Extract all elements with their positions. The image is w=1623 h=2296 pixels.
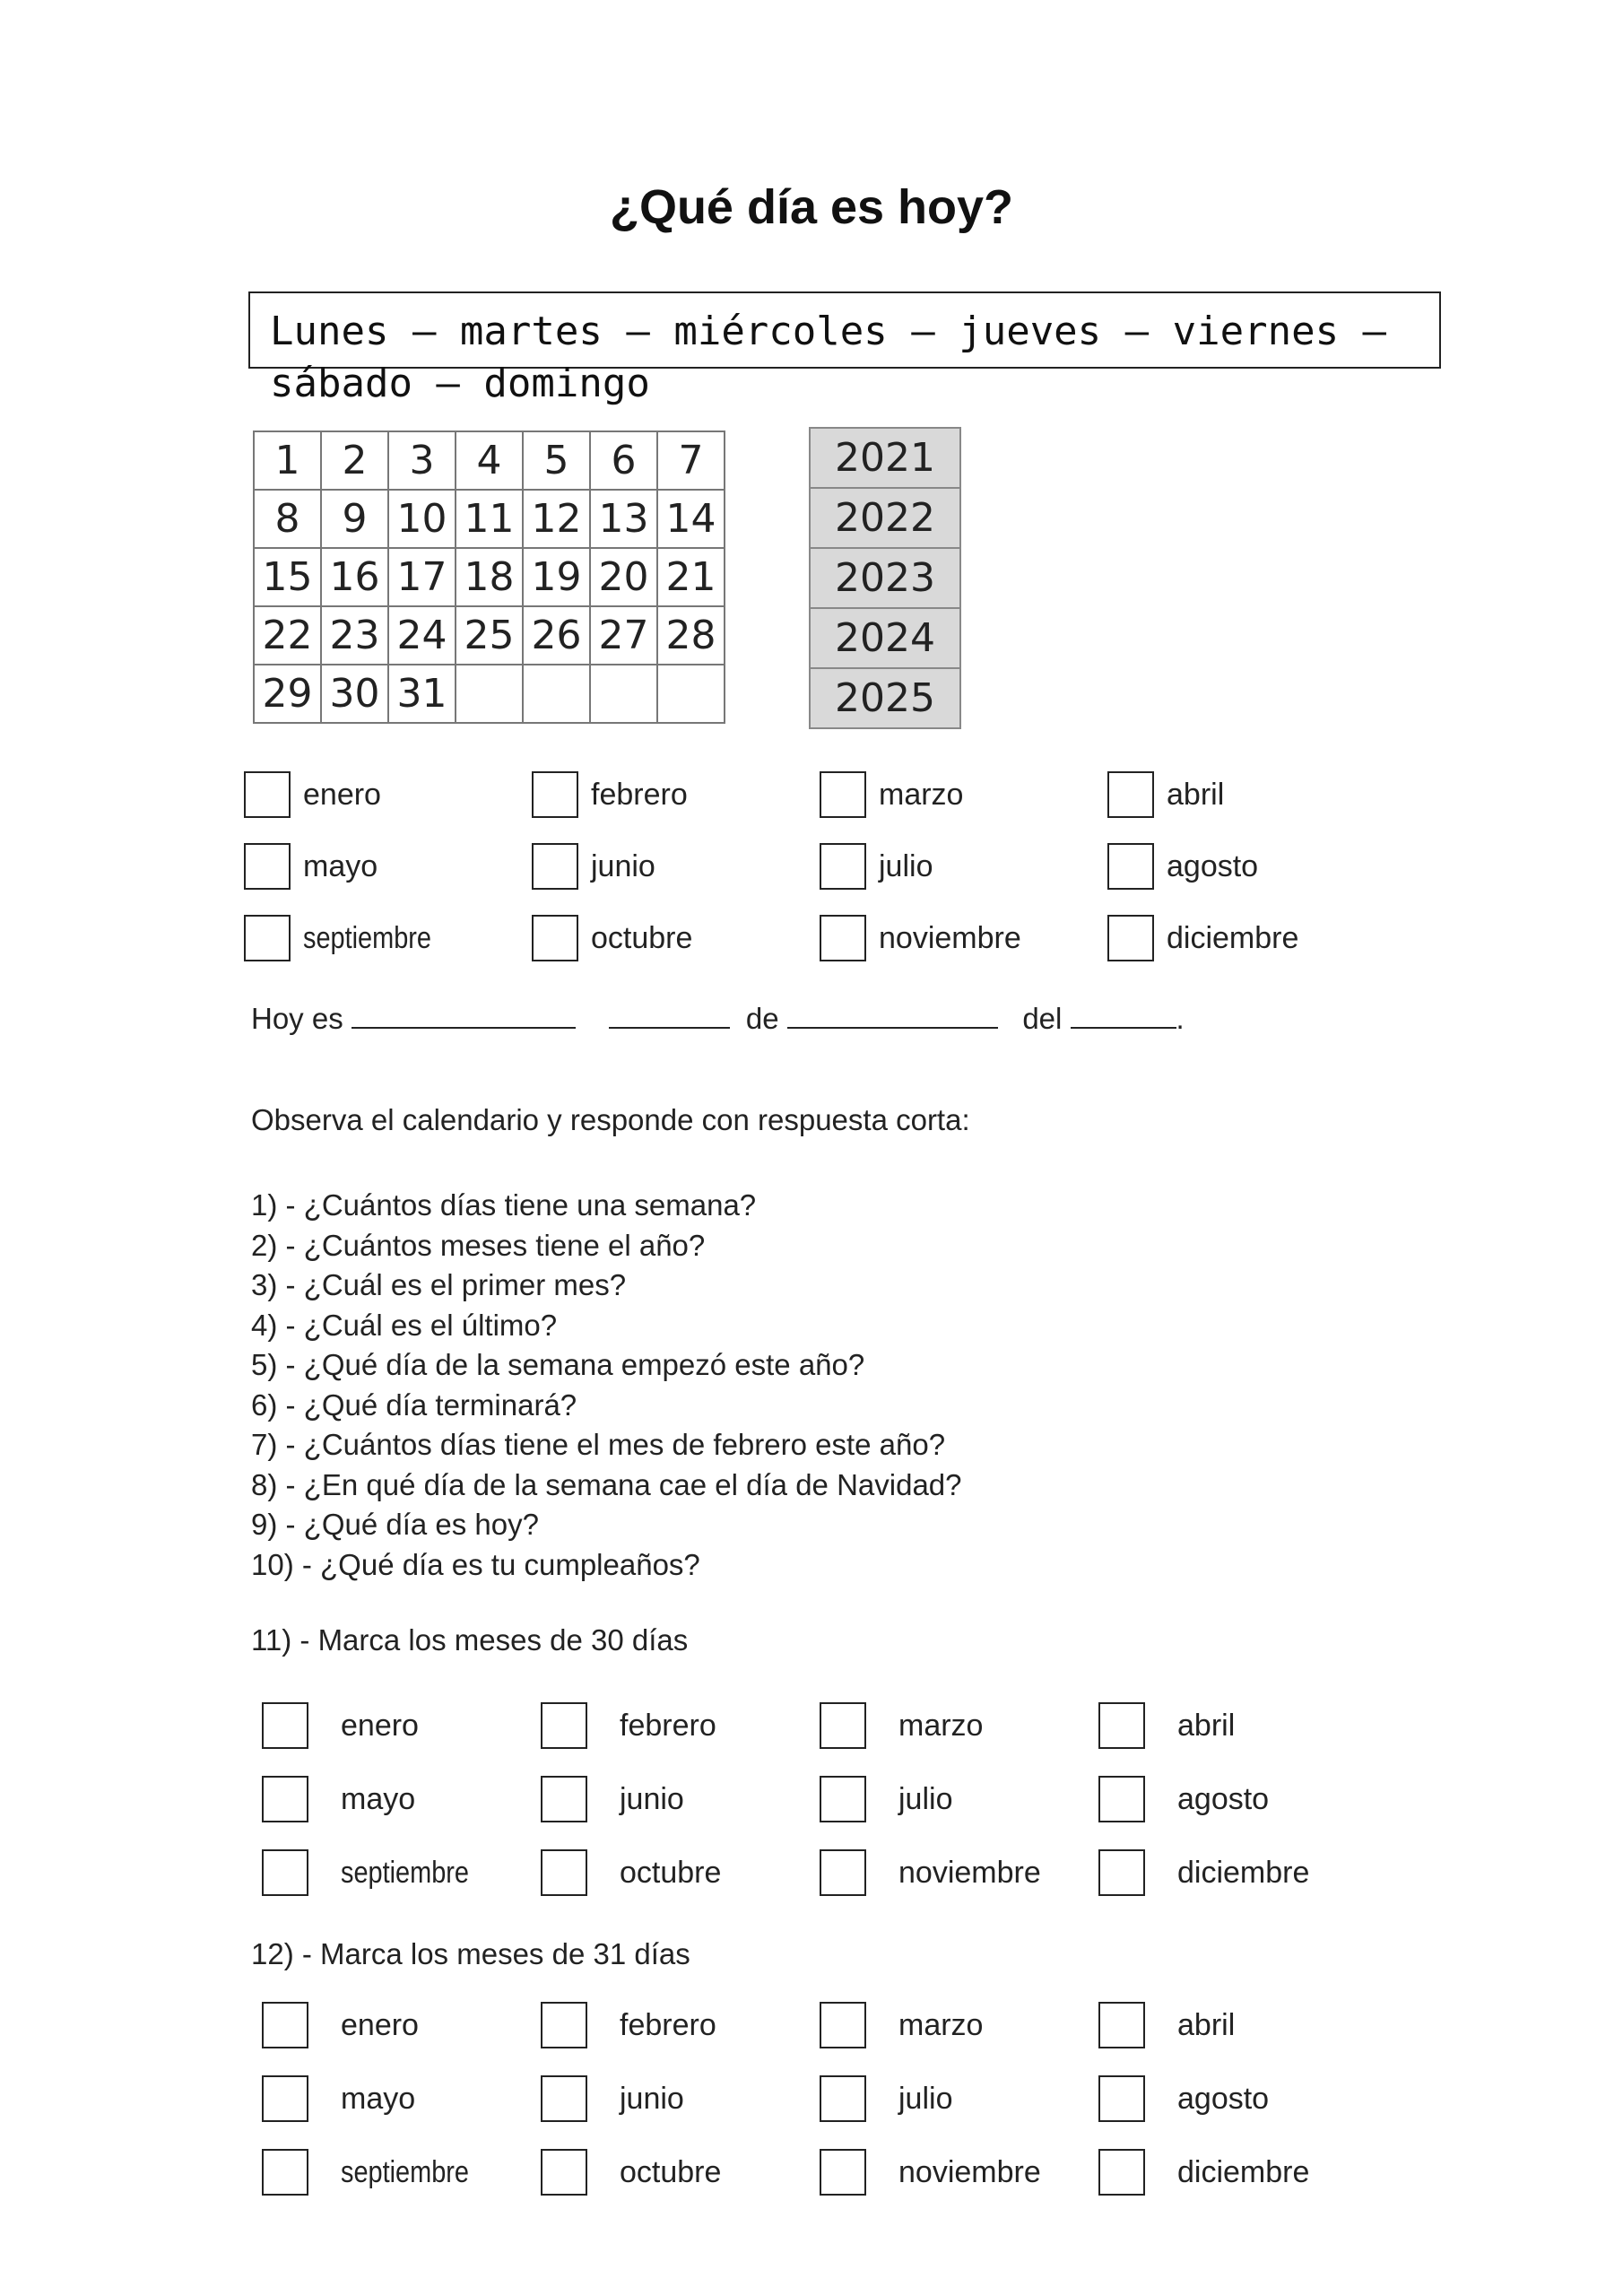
month-label: agosto xyxy=(1167,848,1259,883)
month-label: noviembre xyxy=(898,1855,1041,1890)
checkbox[interactable] xyxy=(262,1702,308,1749)
question-item: 8) - ¿En qué día de la semana cae el día de Navidad? xyxy=(251,1467,962,1501)
month-option-diciembre xyxy=(1107,915,1298,961)
month-label: agosto xyxy=(1177,1781,1270,1816)
checkbox[interactable] xyxy=(262,2149,308,2196)
month-option-septiembre xyxy=(262,1849,491,1896)
period: . xyxy=(1176,1002,1185,1035)
month-option-septiembre xyxy=(244,915,454,961)
month-label: julio xyxy=(898,2081,953,2116)
checkbox[interactable] xyxy=(820,2149,866,2196)
month-label: marzo xyxy=(898,1708,984,1743)
month-label: septiembre xyxy=(341,1855,469,1890)
checkbox[interactable] xyxy=(541,2075,587,2122)
today-label: Hoy es xyxy=(251,1002,343,1035)
calendar-row xyxy=(254,548,725,606)
calendar-day-cell[interactable]: 12 xyxy=(523,490,590,548)
checkbox[interactable] xyxy=(820,843,866,890)
question-item: 6) - ¿Qué día terminará? xyxy=(251,1387,577,1422)
month-option-febrero xyxy=(541,1702,716,1749)
month-label: mayo xyxy=(341,1781,416,1816)
month-label: abril xyxy=(1167,777,1225,812)
month-option-octubre xyxy=(532,915,692,961)
checkbox[interactable] xyxy=(262,1849,308,1896)
checkbox[interactable] xyxy=(262,2002,308,2048)
checkbox[interactable] xyxy=(1098,1702,1145,1749)
calendar-day-cell[interactable]: 31 xyxy=(388,665,456,723)
calendar-day-cell[interactable]: 3 xyxy=(388,431,456,490)
month-label: enero xyxy=(303,777,381,812)
checkbox[interactable] xyxy=(541,2149,587,2196)
calendar-day-cell[interactable]: 27 xyxy=(590,606,657,665)
month-label: abril xyxy=(1177,1708,1236,1743)
month-option-noviembre xyxy=(820,2149,1041,2196)
month-option-febrero xyxy=(541,2002,716,2048)
checkbox[interactable] xyxy=(262,1776,308,1822)
question-item: 2) - ¿Cuántos meses tiene el año? xyxy=(251,1228,706,1262)
month-option-diciembre xyxy=(1098,2149,1309,2196)
calendar-day-cell[interactable]: 17 xyxy=(388,548,456,606)
calendar-day-cell[interactable]: 2 xyxy=(321,431,388,490)
question-item: 1) - ¿Cuántos días tiene una semana? xyxy=(251,1188,757,1222)
calendar-day-cell[interactable]: 10 xyxy=(388,490,456,548)
month-option-abril xyxy=(1107,771,1224,818)
checkbox[interactable] xyxy=(541,1702,587,1749)
calendar-day-cell[interactable]: 9 xyxy=(321,490,388,548)
month-checkbox-grid-current xyxy=(244,771,1395,987)
calendar-day-cell[interactable]: 23 xyxy=(321,606,388,665)
calendar-day-cell[interactable]: 6 xyxy=(590,431,657,490)
checkbox[interactable] xyxy=(532,843,578,890)
page-title: ¿Qué día es hoy? xyxy=(609,180,1014,234)
month-blank[interactable] xyxy=(787,1000,998,1029)
month-option-diciembre xyxy=(1098,1849,1309,1896)
calendar-day-cell[interactable]: 28 xyxy=(657,606,725,665)
month-option-agosto xyxy=(1098,1776,1269,1822)
calendar-day-cell[interactable]: 11 xyxy=(456,490,523,548)
checkbox[interactable] xyxy=(541,1776,587,1822)
weekday-blank[interactable] xyxy=(352,1000,576,1029)
calendar-day-cell[interactable]: 13 xyxy=(590,490,657,548)
question-item: 10) - ¿Qué día es tu cumpleaños? xyxy=(251,1547,700,1581)
checkbox[interactable] xyxy=(244,915,291,961)
month-option-julio xyxy=(820,2075,952,2122)
instruction-text: Observa el calendario y responde con respuesta corta: xyxy=(251,1103,970,1136)
month-label: marzo xyxy=(879,777,964,812)
checkbox[interactable] xyxy=(532,915,578,961)
calendar-day-cell[interactable]: 26 xyxy=(523,606,590,665)
calendar-day-cell[interactable] xyxy=(523,665,590,723)
calendar-day-cell[interactable]: 21 xyxy=(657,548,725,606)
month-label: mayo xyxy=(303,848,378,883)
calendar-day-cell[interactable]: 29 xyxy=(254,665,321,723)
month-option-octubre xyxy=(541,1849,721,1896)
checkbox[interactable] xyxy=(1098,1849,1145,1896)
month-label: junio xyxy=(620,1781,684,1816)
question-item: 4) - ¿Cuál es el último? xyxy=(251,1308,558,1342)
year-option[interactable]: 2025 xyxy=(835,675,935,721)
month-option-marzo xyxy=(820,2002,983,2048)
month-label: febrero xyxy=(620,1708,716,1743)
month-option-enero xyxy=(262,2002,419,2048)
checkbox[interactable] xyxy=(820,915,866,961)
month-label: agosto xyxy=(1177,2081,1270,2116)
calendar-row xyxy=(254,490,725,548)
calendar-day-cell[interactable]: 8 xyxy=(254,490,321,548)
checkbox[interactable] xyxy=(1098,2149,1145,2196)
checkbox[interactable] xyxy=(820,1849,866,1896)
checkbox[interactable] xyxy=(1098,2002,1145,2048)
month-option-julio xyxy=(820,843,933,890)
checkbox[interactable] xyxy=(820,1776,866,1822)
month-option-noviembre xyxy=(820,915,1021,961)
month-option-mayo xyxy=(262,1776,415,1822)
month-label: julio xyxy=(879,848,933,883)
checkbox[interactable] xyxy=(244,843,291,890)
day-blank[interactable] xyxy=(609,1000,730,1029)
year-list xyxy=(809,427,961,729)
month-label: febrero xyxy=(620,2007,716,2042)
month-option-abril xyxy=(1098,2002,1235,2048)
month-label: mayo xyxy=(341,2081,416,2116)
month-option-junio xyxy=(532,843,655,890)
calendar-day-cell[interactable]: 4 xyxy=(456,431,523,490)
calendar-row xyxy=(254,606,725,665)
calendar-day-cell[interactable]: 24 xyxy=(388,606,456,665)
month-option-mayo xyxy=(262,2075,415,2122)
checkbox[interactable] xyxy=(1107,771,1154,818)
calendar-day-cell[interactable]: 25 xyxy=(456,606,523,665)
question-11: 11) - Marca los meses de 30 días xyxy=(251,1623,689,1657)
de-label: de xyxy=(745,1002,779,1035)
today-sentence xyxy=(251,1000,1185,1036)
calendar-row xyxy=(254,665,725,723)
month-option-septiembre xyxy=(262,2149,491,2196)
year-option[interactable]: 2023 xyxy=(811,549,959,609)
month-option-enero xyxy=(262,1702,419,1749)
calendar-day-cell[interactable]: 1 xyxy=(254,431,321,490)
calendar-day-cell[interactable]: 14 xyxy=(657,490,725,548)
calendar-day-cell[interactable] xyxy=(657,665,725,723)
month-checkbox-grid-31-days xyxy=(262,2002,1377,2222)
checkbox[interactable] xyxy=(262,2075,308,2122)
month-label: noviembre xyxy=(898,2154,1041,2189)
month-label: septiembre xyxy=(341,2154,469,2189)
month-label: octubre xyxy=(591,920,693,955)
calendar-day-cell[interactable]: 19 xyxy=(523,548,590,606)
calendar-day-cell[interactable]: 5 xyxy=(523,431,590,490)
month-option-agosto xyxy=(1098,2075,1269,2122)
month-label: marzo xyxy=(898,2007,984,2042)
month-label: diciembre xyxy=(1177,1855,1310,1890)
calendar-day-cell[interactable]: 20 xyxy=(590,548,657,606)
checkbox[interactable] xyxy=(541,2002,587,2048)
month-label: abril xyxy=(1177,2007,1236,2042)
question-12: 12) - Marca los meses de 31 días xyxy=(251,1937,690,1970)
checkbox[interactable] xyxy=(1107,915,1154,961)
checkbox[interactable] xyxy=(1107,843,1154,890)
month-label: noviembre xyxy=(879,920,1021,955)
checkbox[interactable] xyxy=(820,771,866,818)
month-label: junio xyxy=(591,848,655,883)
calendar-day-cell[interactable]: 30 xyxy=(321,665,388,723)
checkbox[interactable] xyxy=(820,2075,866,2122)
month-label: octubre xyxy=(620,2154,722,2189)
month-option-enero xyxy=(244,771,381,818)
month-option-agosto xyxy=(1107,843,1258,890)
checkbox[interactable] xyxy=(244,771,291,818)
month-label: diciembre xyxy=(1177,2154,1310,2189)
month-checkbox-grid-30-days xyxy=(262,1702,1377,1923)
month-option-junio xyxy=(541,1776,684,1822)
checkbox[interactable] xyxy=(820,1702,866,1749)
month-label: enero xyxy=(341,1708,419,1743)
month-option-marzo xyxy=(820,1702,983,1749)
month-option-mayo xyxy=(244,843,378,890)
month-option-abril xyxy=(1098,1702,1235,1749)
checkbox[interactable] xyxy=(1098,2075,1145,2122)
calendar-day-cell[interactable]: 18 xyxy=(456,548,523,606)
month-label: octubre xyxy=(620,1855,722,1890)
month-label: enero xyxy=(341,2007,419,2042)
month-label: septiembre xyxy=(303,920,431,955)
year-option[interactable]: 2021 xyxy=(811,429,959,489)
question-list xyxy=(251,1186,962,1585)
month-label: junio xyxy=(620,2081,684,2116)
weekdays-text: Lunes – martes – miércoles – jueves – viernes – sábado – domingo xyxy=(270,309,1387,406)
checkbox[interactable] xyxy=(532,771,578,818)
month-option-noviembre xyxy=(820,1849,1041,1896)
month-option-octubre xyxy=(541,2149,721,2196)
month-label: febrero xyxy=(591,777,688,812)
checkbox[interactable] xyxy=(1098,1776,1145,1822)
month-option-marzo xyxy=(820,771,963,818)
month-label: diciembre xyxy=(1167,920,1299,955)
month-label: julio xyxy=(898,1781,953,1816)
month-option-febrero xyxy=(532,771,688,818)
checkbox[interactable] xyxy=(541,1849,587,1896)
calendar-day-cell[interactable]: 15 xyxy=(254,548,321,606)
weekdays-box xyxy=(248,291,1441,406)
day-number-grid xyxy=(253,430,725,724)
question-item: 9) - ¿Qué día es hoy? xyxy=(251,1508,539,1541)
month-option-junio xyxy=(541,2075,684,2122)
year-option[interactable]: 2022 xyxy=(811,489,959,549)
calendar-day-cell[interactable]: 22 xyxy=(254,606,321,665)
calendar-day-cell[interactable] xyxy=(456,665,523,723)
calendar-day-cell[interactable]: 7 xyxy=(657,431,725,490)
year-blank[interactable] xyxy=(1071,1000,1176,1029)
calendar-row xyxy=(254,431,725,490)
question-item: 7) - ¿Cuántos días tiene el mes de febrero este año? xyxy=(251,1428,946,1461)
year-option[interactable]: 2024 xyxy=(811,609,959,669)
calendar-day-cell[interactable] xyxy=(590,665,657,723)
calendar-day-cell[interactable]: 16 xyxy=(321,548,388,606)
month-option-julio xyxy=(820,1776,952,1822)
del-label: del xyxy=(1022,1002,1063,1035)
question-item: 3) - ¿Cuál es el primer mes? xyxy=(251,1268,627,1301)
question-item: 5) - ¿Qué día de la semana empezó este año? xyxy=(251,1348,865,1381)
checkbox[interactable] xyxy=(820,2002,866,2048)
